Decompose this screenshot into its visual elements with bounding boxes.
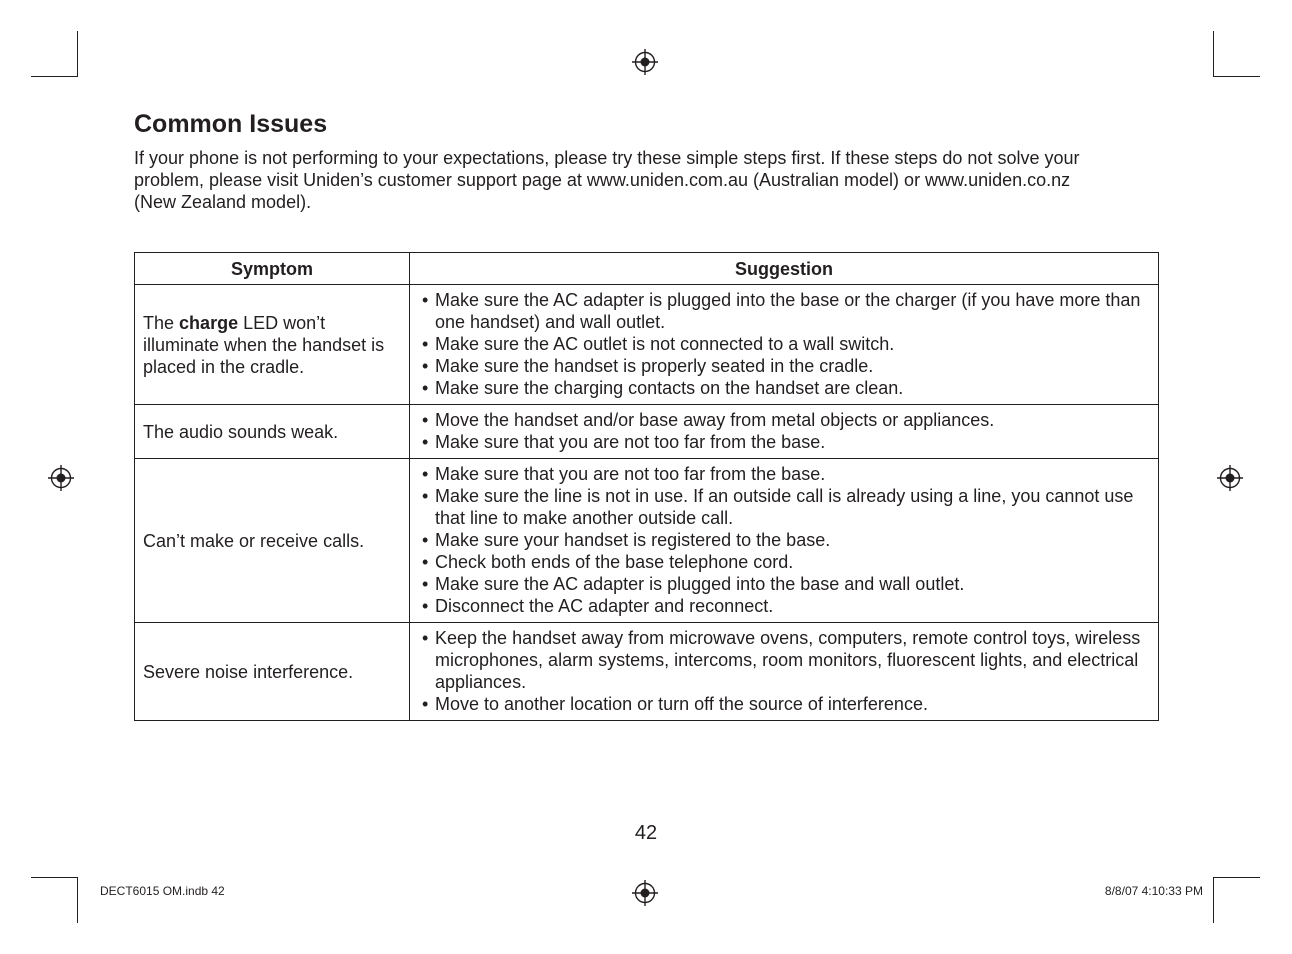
registration-mark-left-icon — [48, 465, 74, 491]
suggestion-column-header: Suggestion — [410, 253, 1159, 285]
suggestion-list — [422, 463, 1148, 617]
symptom-suffix: LED won’t illuminate when the handset is placed in the cradle. — [143, 312, 385, 377]
suggestion-cell — [410, 285, 1159, 405]
issues-table — [134, 252, 1159, 721]
print-slug-file: DECT6015 OM.indb 42 — [100, 884, 225, 898]
crop-mark-top-left-horizontal — [31, 76, 77, 77]
suggestion-list — [422, 627, 1148, 715]
crop-mark-bottom-right-vertical — [1213, 877, 1214, 923]
suggestion-item: • Make sure the handset is properly seated in the cradle. — [422, 355, 1148, 377]
suggestion-item: • Make sure that you are not too far from the base. — [422, 463, 1148, 485]
suggestion-cell — [410, 405, 1159, 459]
registration-mark-bottom-icon — [632, 880, 658, 906]
suggestion-item: • Disconnect the AC adapter and reconnect. — [422, 595, 1148, 617]
suggestion-item: • Make sure that you are not too far from the base. — [422, 431, 1148, 453]
suggestion-item: • Check both ends of the base telephone cord. — [422, 551, 1148, 573]
table-row — [135, 459, 1159, 623]
table-row — [135, 285, 1159, 405]
symptom-prefix: The — [143, 312, 175, 333]
intro-paragraph: If your phone is not performing to your expectations, please try these simple steps first. If these steps do not solve your problem, please visit Uniden’s customer support page at www.uniden.com.au (Australian model) or www.uniden.co.nz (New Zealand model). — [134, 148, 1080, 212]
symptom-cell: Can’t make or receive calls. — [135, 459, 410, 623]
table-header-row — [135, 253, 1159, 285]
print-slug-timestamp: 8/8/07 4:10:33 PM — [1104, 884, 1203, 898]
table-row — [135, 623, 1159, 721]
symptom-cell: Severe noise interference. — [135, 623, 410, 721]
suggestion-list — [422, 289, 1148, 399]
registration-mark-top-icon — [632, 49, 658, 75]
symptom-cell — [135, 285, 410, 405]
suggestion-item: • Move to another location or turn off the source of interference. — [422, 693, 1148, 715]
suggestion-item: • Make sure the AC adapter is plugged into the base and wall outlet. — [422, 573, 1148, 595]
crop-mark-bottom-left-vertical — [77, 877, 78, 923]
suggestion-cell — [410, 459, 1159, 623]
crop-mark-top-right-vertical — [1213, 31, 1214, 77]
suggestion-item: • Make sure the AC outlet is not connected to a wall switch. — [422, 333, 1148, 355]
suggestion-item: • Make sure the charging contacts on the handset are clean. — [422, 377, 1148, 399]
table-row — [135, 405, 1159, 459]
symptom-cell: The audio sounds weak. — [135, 405, 410, 459]
registration-mark-right-icon — [1217, 465, 1243, 491]
crop-mark-bottom-right-horizontal — [1214, 877, 1260, 878]
page-title: Common Issues — [134, 110, 328, 138]
suggestion-item: • Make sure your handset is registered to the base. — [422, 529, 1148, 551]
symptom-bold-term: charge — [179, 312, 239, 333]
symptom-column-header: Symptom — [135, 253, 410, 285]
suggestion-item: • Keep the handset away from microwave ovens, computers, remote control toys, wireless microphones, alarm systems, intercoms, room monitors, fluorescent lights, and electrical appliances. — [422, 627, 1148, 693]
suggestion-list — [422, 409, 1148, 453]
suggestion-item: • Make sure the line is not in use. If an outside call is already using a line, you cannot use that line to make another outside call. — [422, 485, 1148, 529]
crop-mark-top-left-vertical — [77, 31, 78, 77]
page-number: 42 — [634, 822, 658, 844]
suggestion-item: • Make sure the AC adapter is plugged into the base or the charger (if you have more than one handset) and wall outlet. — [422, 289, 1148, 333]
suggestion-item: • Move the handset and/or base away from metal objects or appliances. — [422, 409, 1148, 431]
crop-mark-bottom-left-horizontal — [31, 877, 77, 878]
crop-mark-top-right-horizontal — [1214, 76, 1260, 77]
suggestion-cell — [410, 623, 1159, 721]
